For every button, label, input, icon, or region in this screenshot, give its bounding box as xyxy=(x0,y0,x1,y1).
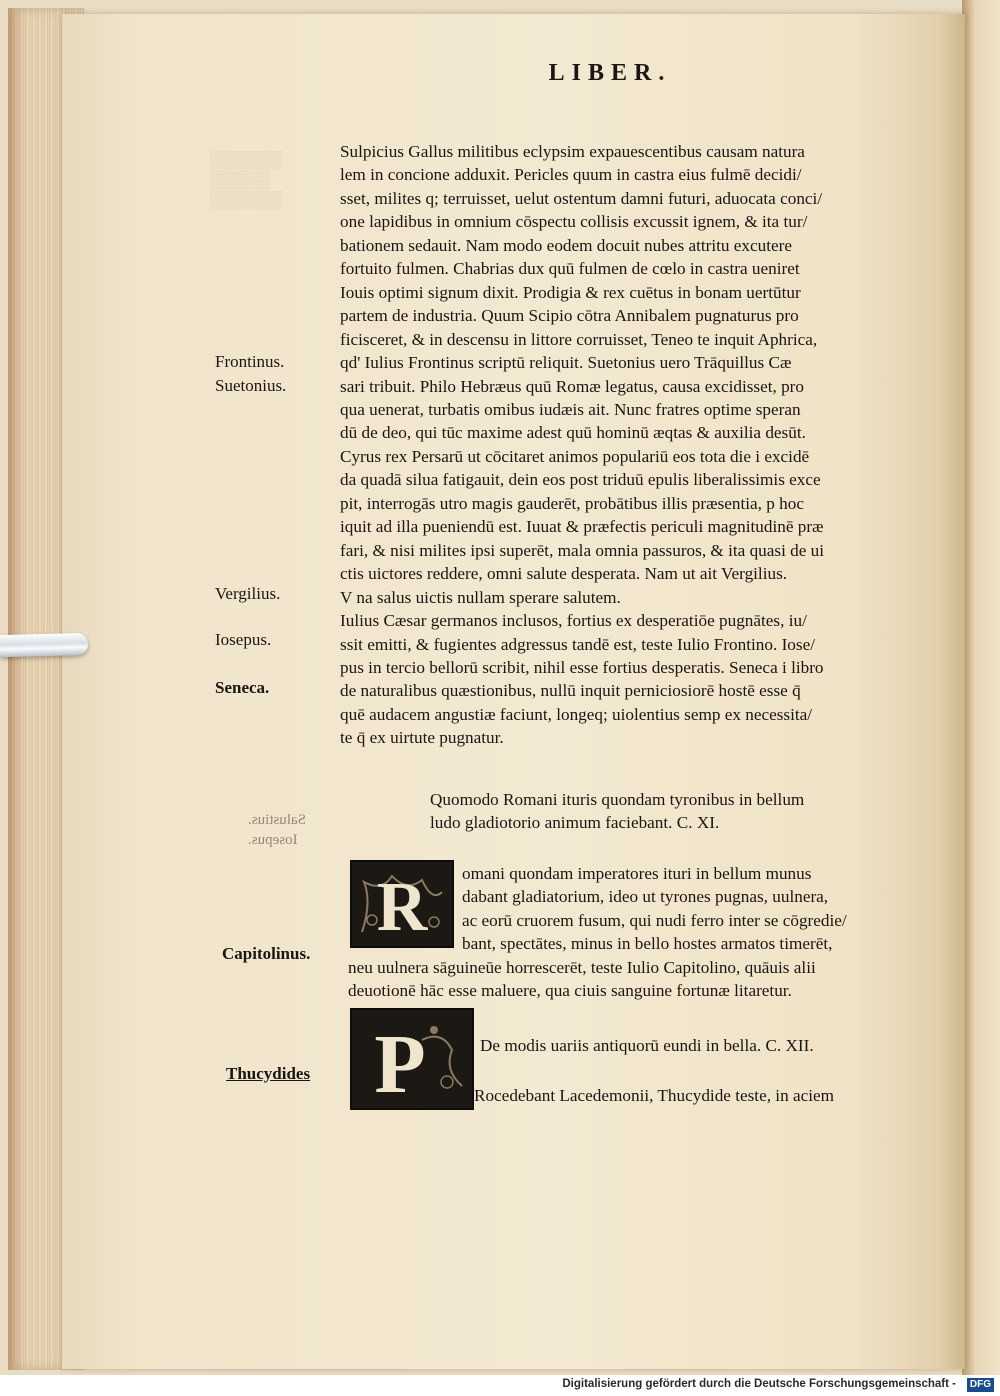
text-line: te q̄ ex uirtute pugnatur. xyxy=(340,728,504,748)
text-line: iquit ad illa pueniendū est. Iuuat & præfectis periculi magnitudinē præ xyxy=(340,517,824,537)
text-line: dabant gladiatorium, ideo ut tyrones pugnas, uulnera, xyxy=(462,887,829,907)
text-line: fari, & nisi milites ipsi superēt, mala omnia passuros, & ita quasi de ui xyxy=(340,540,825,560)
text-line: partem de industria. Quum Scipio cōtra Annibalem pugnaturus pro xyxy=(340,306,799,326)
chapter-xii-heading: De modis uariis antiquorū eundi in bella. C. XII. xyxy=(480,1036,814,1055)
svg-text:R: R xyxy=(376,869,428,946)
text-line: pus in tercio bellorū scribit, nihil esse fortius desperatis. Seneca i libro xyxy=(340,657,824,677)
margin-note-vergilius: Vergilius. xyxy=(215,584,281,603)
text-line: ficisceret, & in descensu in littore corruisset, Teneo te inquit Aphrica, xyxy=(340,329,818,349)
glass-page-weight xyxy=(0,633,88,657)
margin-note-iosepus: Iosepus. xyxy=(215,630,272,649)
text-line: Rocedebant Lacedemonii, Thucydide teste, in aciem xyxy=(474,1086,835,1105)
text-line: ctis uictores reddere, omni salute desperata. Nam ut ait Vergilius. xyxy=(340,564,788,584)
svg-text:P: P xyxy=(374,1018,426,1108)
text-line: neu uulnera sāguineūe horrescerēt, teste Iulio Capitolino, quāuis alii xyxy=(348,958,816,977)
text-line: bationem sedauit. Nam modo eodem docuit nubes attritu excutere xyxy=(340,235,792,255)
margin-note-capitolinus: Capitolinus. xyxy=(222,944,311,963)
text-line: Iouis optimi signum dixit. Prodigia & rex cuētus in bonam uertūtur xyxy=(340,282,801,302)
book-gutter xyxy=(962,0,1000,1375)
text-line: one lapidibus in omnium cōspectu collisis excussit ignem, & ita tur/ xyxy=(340,212,808,232)
text-line: da quadā silua fatigauit, dein eos post triduū epulis liberalissimis exce xyxy=(340,470,821,490)
text-line: qd' Iulius Frontinus scriptū reliquit. Suetonius uero Trāquillus Cæ xyxy=(340,353,792,373)
chapter-xi-text-full xyxy=(348,956,908,1003)
text-line: pit, interrogās utro magis gauderēt, probātibus illis præsentia, p hoc xyxy=(340,493,804,513)
margin-note-suetonius: Suetonius. xyxy=(215,376,287,395)
text-line: Iulius Cæsar germanos inclusos, fortius ex desperatiōe pugnātes, iu/ xyxy=(340,611,807,631)
initial-p-ornament xyxy=(352,1010,472,1108)
text-line: omani quondam imperatores ituri in bellum munus xyxy=(462,864,812,883)
text-line: qua uenerat, turbatis omibus iudæis ait. Nunc fratres optime speran xyxy=(340,399,801,419)
text-line: lem in concione adduxit. Pericles quum in castra eius fulmē decidi/ xyxy=(340,165,802,185)
dfg-credit-text: Digitalisierung gefördert durch die Deutsche Forschungsgemeinschaft - xyxy=(562,1378,956,1390)
decorated-initial-p xyxy=(350,1008,474,1110)
chapter-xi-text-indented xyxy=(462,862,907,956)
margin-note-thucydides: Thucydides xyxy=(226,1064,311,1083)
text-line: Sulpicius Gallus militibus eclypsim expauescentibus causam natura xyxy=(340,142,805,161)
text-line: deuotionē hāc esse maluere, qua ciuis sanguine fortunæ litaretur. xyxy=(348,981,792,1001)
chapter-xii-text xyxy=(474,1084,906,1107)
running-header: LIBER. xyxy=(548,60,672,86)
text-line: V na salus uictis nullam sperare salutem. xyxy=(340,587,621,607)
text-line: de naturalibus quæstionibus, nullū inquit perniciosiorē hostē esse q̄ xyxy=(340,681,801,701)
text-line: sset, milites q; terruisset, uelut ostentum damni futuri, aduocata conci/ xyxy=(340,188,823,208)
dfg-logo: DFG xyxy=(967,1378,994,1392)
margin-note-seneca: Seneca. xyxy=(215,678,270,697)
text-line: quē audacem angustiæ faciunt, longeq; uiolentius semp ex necessita/ xyxy=(340,704,813,724)
text-line: fortuito fulmen. Chabrias dux quū fulmen de cœlo in castra ueniret xyxy=(340,259,800,279)
text-line: sari tribuit. Philo Hebræus quū Romæ legatus, causa excidisset, pro xyxy=(340,376,805,396)
digitization-footer xyxy=(0,1375,1000,1396)
text-line: bant, spectātes, minus in bello hostes armatos timerēt, xyxy=(462,934,833,954)
text-line: ssit emitti, & fugientes adgressus tandē est, teste Iulio Frontino. Iose/ xyxy=(340,634,815,654)
ghost-note-sallustius: Salustius. xyxy=(248,812,306,828)
text-line: dū de deo, qui tūc maxime adest quū hominū æqtas & auxilia desūt. xyxy=(340,423,806,443)
main-text-block xyxy=(340,140,910,750)
text-line: Cyrus rex Persarū ut cōcitaret animos populariū eos tota die i excidē xyxy=(340,446,810,466)
show-through-text: ▒▒▒▒▒▒ ▒▒▒▒▒ ▒▒▒▒▒▒ xyxy=(210,150,283,209)
text-line: ac eorū cruorem fusum, qui nudi ferro inter se cōgredie/ xyxy=(462,910,847,930)
margin-note-frontinus: Frontinus. xyxy=(215,352,285,371)
initial-r-ornament xyxy=(352,862,452,946)
ghost-note-iosepus: Iosepus. xyxy=(248,832,298,848)
heading-line: ludo gladiotorio animum faciebant. C. XI. xyxy=(430,813,720,832)
heading-line: Quomodo Romani ituris quondam tyronibus in bellum xyxy=(430,790,805,809)
decorated-initial-r xyxy=(350,860,454,948)
chapter-xi-heading xyxy=(430,788,910,834)
